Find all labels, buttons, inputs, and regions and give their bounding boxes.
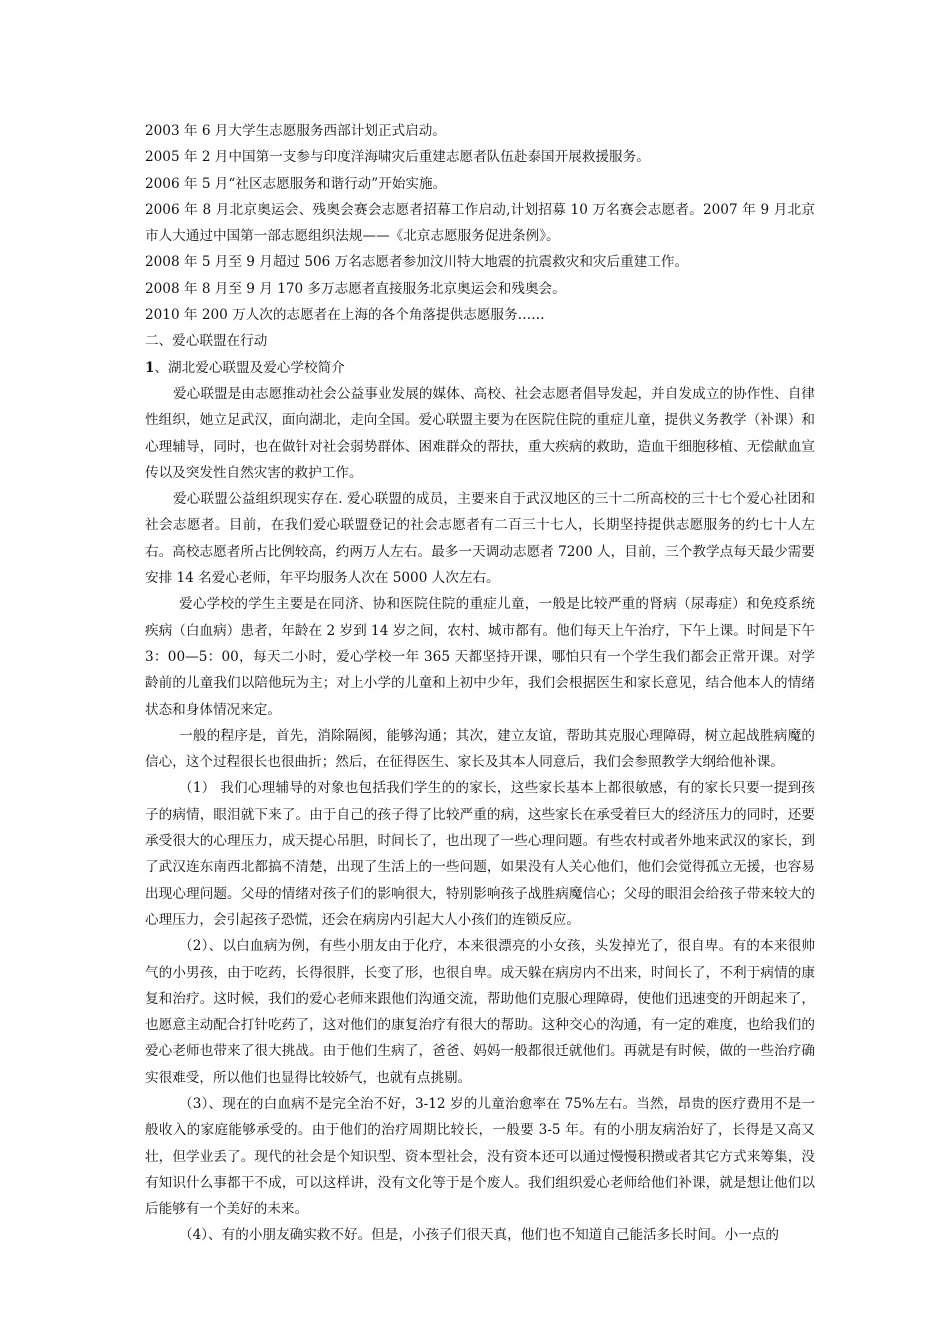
- body-paragraph: （4）、有的小朋友确实救不好。但是，小孩子们很天真，他们也不知道自己能活多长时间。小一点的: [179, 1227, 779, 1244]
- subsection-heading: [145, 355, 815, 381]
- timeline-item: 2005 年 2 月中国第一支参与印度洋海啸灾后重建志愿者队伍赴泰国开展救援服务。: [145, 149, 650, 166]
- document-page: [145, 118, 815, 1249]
- body-paragraph: 爱心学校的学生主要是在同济、协和医院住院的重症儿童，一般是比较严重的肾病（尿毒症）和免疫系统疾病（白血病）患者，年龄在 2 岁到 14 岁之间，农村、城市都有。他们每天上午治疗，下午上课。时间是下午 3：00—5：00，每天二小时，爱心学校一年 365 天都坚持开课，哪怕只有一个学生我们都会正常开课。对学龄前的儿童我们以陪他玩为主；对上小学的儿童和上初中少年，我们会根据医生和家长意见，结合他本人的情绪状态和身体情况来定。: [145, 596, 815, 718]
- timeline-item: 2008 年 8 月至 9 月 170 多万志愿者直接服务北京奥运会和残奥会。: [145, 280, 566, 297]
- timeline-item: 2008 年 5 月至 9 月超过 506 万名志愿者参加汶川特大地震的抗震救灾和灾后重建工作。: [145, 254, 689, 271]
- body-paragraph: 一般的程序是，首先，消除隔阂，能够沟通；其次，建立友谊，帮助其克服心理障碍，树立起战胜病魔的信心，这个过程很长也很曲折；然后，在征得医生、家长及其本人同意后，我们会参照教学大纲给他补课。: [145, 727, 815, 771]
- timeline-item: 2003 年 6 月大学生志愿服务西部计划正式启动。: [145, 123, 446, 139]
- body-paragraph: （2）、以白血病为例，有些小朋友由于化疗，本来很漂亮的小女孩，头发掉光了，很自卑。有的本来很帅气的小男孩，由于吃药，长得很胖，长变了形，也很自卑。成天躲在病房内不出来，时间长了，不利于病情的康复和治疗。这时候，我们的爱心老师来跟他们沟通交流，帮助他们克服心理障碍，使他们迅速变的开朗起来了，也愿意主动配合打针吃药了，这对他们的康复治疗有很大的帮助。这种交心的沟通，有一定的难度，也给我们的爱心老师也带来了很大挑战。由于他们生病了，爸爸、妈妈一般都很迁就他们。再就是有时候，做的一些治疗确实很难受，所以他们也显得比较娇气，也就有点挑剔。: [145, 938, 815, 1086]
- subsection-number: 1: [145, 359, 155, 376]
- subsection-title: 、湖北爱心联盟及爱心学校简介: [154, 359, 345, 376]
- body-paragraph: 爱心联盟是由志愿推动社会公益事业发展的媒体、高校、社会志愿者倡导发起，并自发成立的协作性、自律性组织，她立足武汉，面向湖北，走向全国。爱心联盟主要为在医院住院的重症儿童，提供义务教学（补课）和心理辅导，同时，也在做针对社会弱势群体、困难群众的帮扶，重大疾病的救助，造血干细胞移植、无偿献血宣传以及突发性自然灾害的救护工作。: [145, 385, 815, 481]
- timeline-item: 2006 年 8 月北京奥运会、残奥会赛会志愿者招幕工作启动,计划招募 10 万名赛会志愿者。2007 年 9 月北京市人大通过中国第一部志愿组织法规——《北京志愿服务促进条例》。: [145, 201, 815, 245]
- body-paragraph: 爱心联盟公益组织现实存在. 爱心联盟的成员，主要来自于武汉地区的三十二所高校的三十七个爱心社团和社会志愿者。目前，在我们爱心联盟登记的社会志愿者有二百三十七人，长期坚持提供志愿服务的约七十人左右。高校志愿者所占比例较高，约两万人左右。最多一天调动志愿者 7200 人，目前，三个教学点每天最少需要安排 14 名爱心老师，年平均服务人次在 5000 人次左右。: [145, 491, 815, 587]
- body-paragraph: （1） 我们心理辅导的对象也包括我们学生的的家长，这些家长基本上都很敏感，有的家长只要一提到孩子的病情，眼泪就下来了。由于自己的孩子得了比较严重的病，这些家长在承受着巨大的经济压力的同时，还要承受很大的心理压力，成天提心吊胆，时间长了，也出现了一些心理问题。有些农村或者外地来武汉的家长，到了武汉连东南西北都搞不清楚，出现了生活上的一些问题，如果没有人关心他们，他们会觉得孤立无援，也容易出现心理问题。父母的情绪对孩子们的影响很大，特别影响孩子战胜病魔信心；父母的眼泪会给孩子带来较大的心理压力，会引起孩子恐慌，还会在病房内引起大人小孩们的连锁反应。: [145, 780, 815, 928]
- timeline-item: 2006 年 5 月“社区志愿服务和谐行动”开始实施。: [145, 175, 447, 192]
- timeline-item: 2010 年 200 万人次的志愿者在上海的各个角落提供志愿服务……: [145, 307, 545, 324]
- body-paragraph: （3）、现在的白血病不是完全治不好，3-12 岁的儿童治愈率在 75%左右。当然，昂贵的医疗费用不是一般收入的家庭能够承受的。由于他们的治疗周期比较长，一般要 3-5 年。有的小朋友病治好了，长得是又高又壮，但学业丢了。现代的社会是个知识型、资本型社会，没有资本还可以通过慢慢积攒或者其它方式来筹集，没有知识什么事都干不成，可以这样讲，没有文化等于是个废人。我们组织爱心老师给他们补课，就是想让他们以后能够有一个美好的未来。: [145, 1095, 815, 1218]
- section-heading: 二、爱心联盟在行动: [145, 333, 268, 350]
